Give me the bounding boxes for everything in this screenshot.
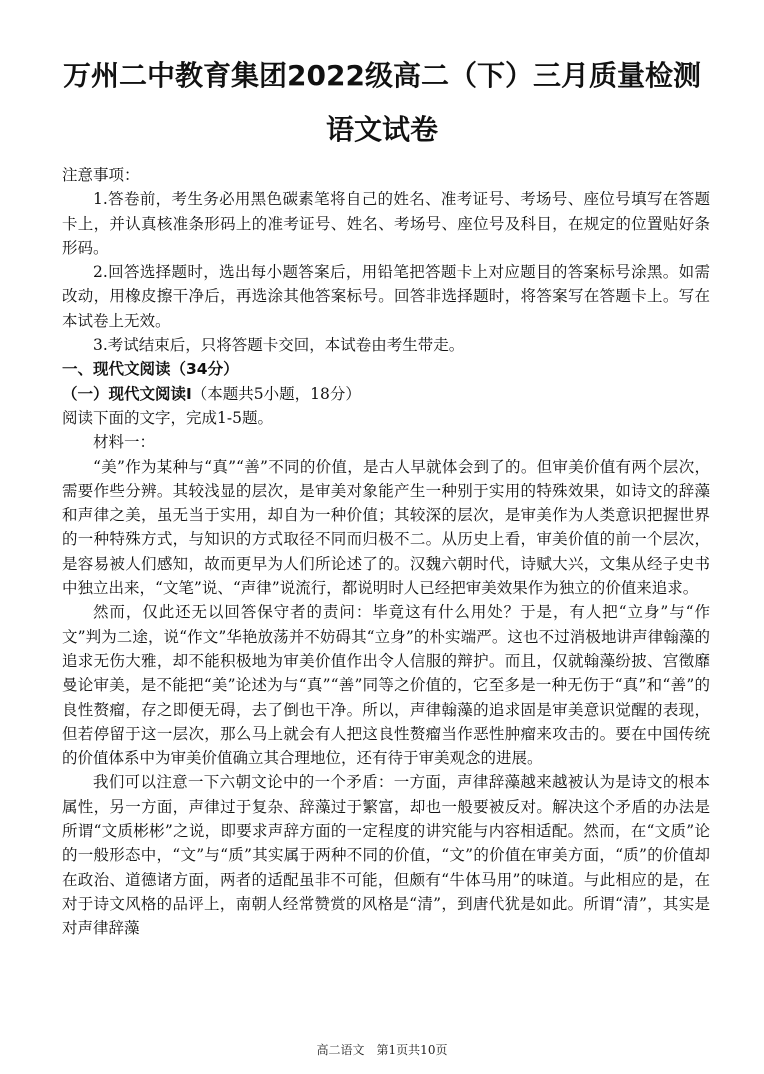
paragraph-3: 我们可以注意一下六朝文论中的一个矛盾：一方面，声律辞藻越来越被认为是诗文的根本属性，另一方面，声律过于复杂、辞藻过于繁富，却也一般要被反对。解决这个矛盾的办法是所谓“文质彬彬”之说，即要求声辞方面的一定程度的讲究能与内容相适配。然而，在“文质”论的一般形态中，“文”与“质”其实属于两种不同的价值，“文”的价值在审美方面，“质”的价值却在政治、道德诸方面，两者的适配虽非不可能，但颇有“牛体马用”的味道。与此相应的是，在对于诗文风格的品评上，南朝人经常赞赏的风格是“清”，到唐代犹是如此。所谓“清”，其实是对声律辞藻 [62,773,710,938]
section-heading: 一、现代文阅读（34分） [62,360,239,379]
notice-heading: 注意事项： [62,166,140,184]
notice-item-1: 1.答卷前，考生务必用黑色碳素笔将自己的姓名、准考证号、考场号、座位号填写在答题卡上，并认真核准条形码上的准考证号、姓名、考场号、座位号及科目，在规定的位置贴好条形码。 [62,190,710,257]
exam-subtitle: 语文试卷 [325,113,438,146]
notice-item-2: 2.回答选择题时，选出每小题答案后，用铅笔把答题卡上对应题目的答案标号涂黑。如需改动，用橡皮擦干净后，再选涂其他答案标号。回答非选择题时，将答案写在答题卡上。写在本试卷上无效。 [62,263,710,330]
sub-section-heading-note: （本题共5小题，18分） [191,384,361,403]
page-content [62,163,710,941]
paragraph-1: “美”作为某种与“真”“善”不同的价值，是古人早就体会到了的。但审美价值有两个层次，需要作些分辨。其较浅显的层次，是审美对象能产生一种别于实用的特殊效果，如诗文的辞藻和声律之美，虽无当于实用，却自为一种价值；其较深的层次，是审美作为人类意识把握世界的一种特殊方式，与知识的方式取径不同而归极不二。从历史上看，审美价值的前一个层次，是容易被人们感知，故而更早为人们所论述了的。汉魏六朝时代，诗赋大兴，文集从经子史书中独立出来，“文笔”说、“声律”说流行，都说明时人已经把审美效果作为独立的价值来追求。 [62,457,710,598]
exam-title: 万州二中教育集团2022级高二（下）三月质量检测 [63,59,701,92]
page-footer: 高二语文 第1页共10页 [316,1043,448,1057]
sub-section-heading [62,382,710,406]
material-label: 材料一： [93,433,156,452]
paragraph-2: 然而，仅此还无以回答保守者的责问：毕竟这有什么用处？于是，有人把“立身”与“作文”判为二途，说“作文”华艳放荡并不妨碍其“立身”的朴实端严。这也不过消极地讲声律翰藻的追求无伤大雅，却不能积极地为审美价值作出令人信服的辩护。而且，仅就翰藻纷披、宫徵靡曼论审美，是不能把“美”论述为与“真”“善”同等之价值的，它至多是一种无伤于“真”和“善”的良性赘瘤，存之即便无碍，去了倒也干净。所以，声律翰藻的追求固是审美意识觉醒的表现，但若停留于这一层次，那么马上就会有人把这良性赘瘤当作恶性肿瘤来攻击的。要在中国传统的价值体系中为审美价值确立其合理地位，还有待于审美观念的进展。 [62,603,710,768]
reading-instruction: 阅读下面的文字，完成1-5题。 [62,408,273,427]
notice-item-3: 3.考试结束后，只将答题卡交回，本试卷由考生带走。 [93,336,465,355]
sub-section-heading-bold: （一）现代文阅读Ⅰ [62,384,192,403]
